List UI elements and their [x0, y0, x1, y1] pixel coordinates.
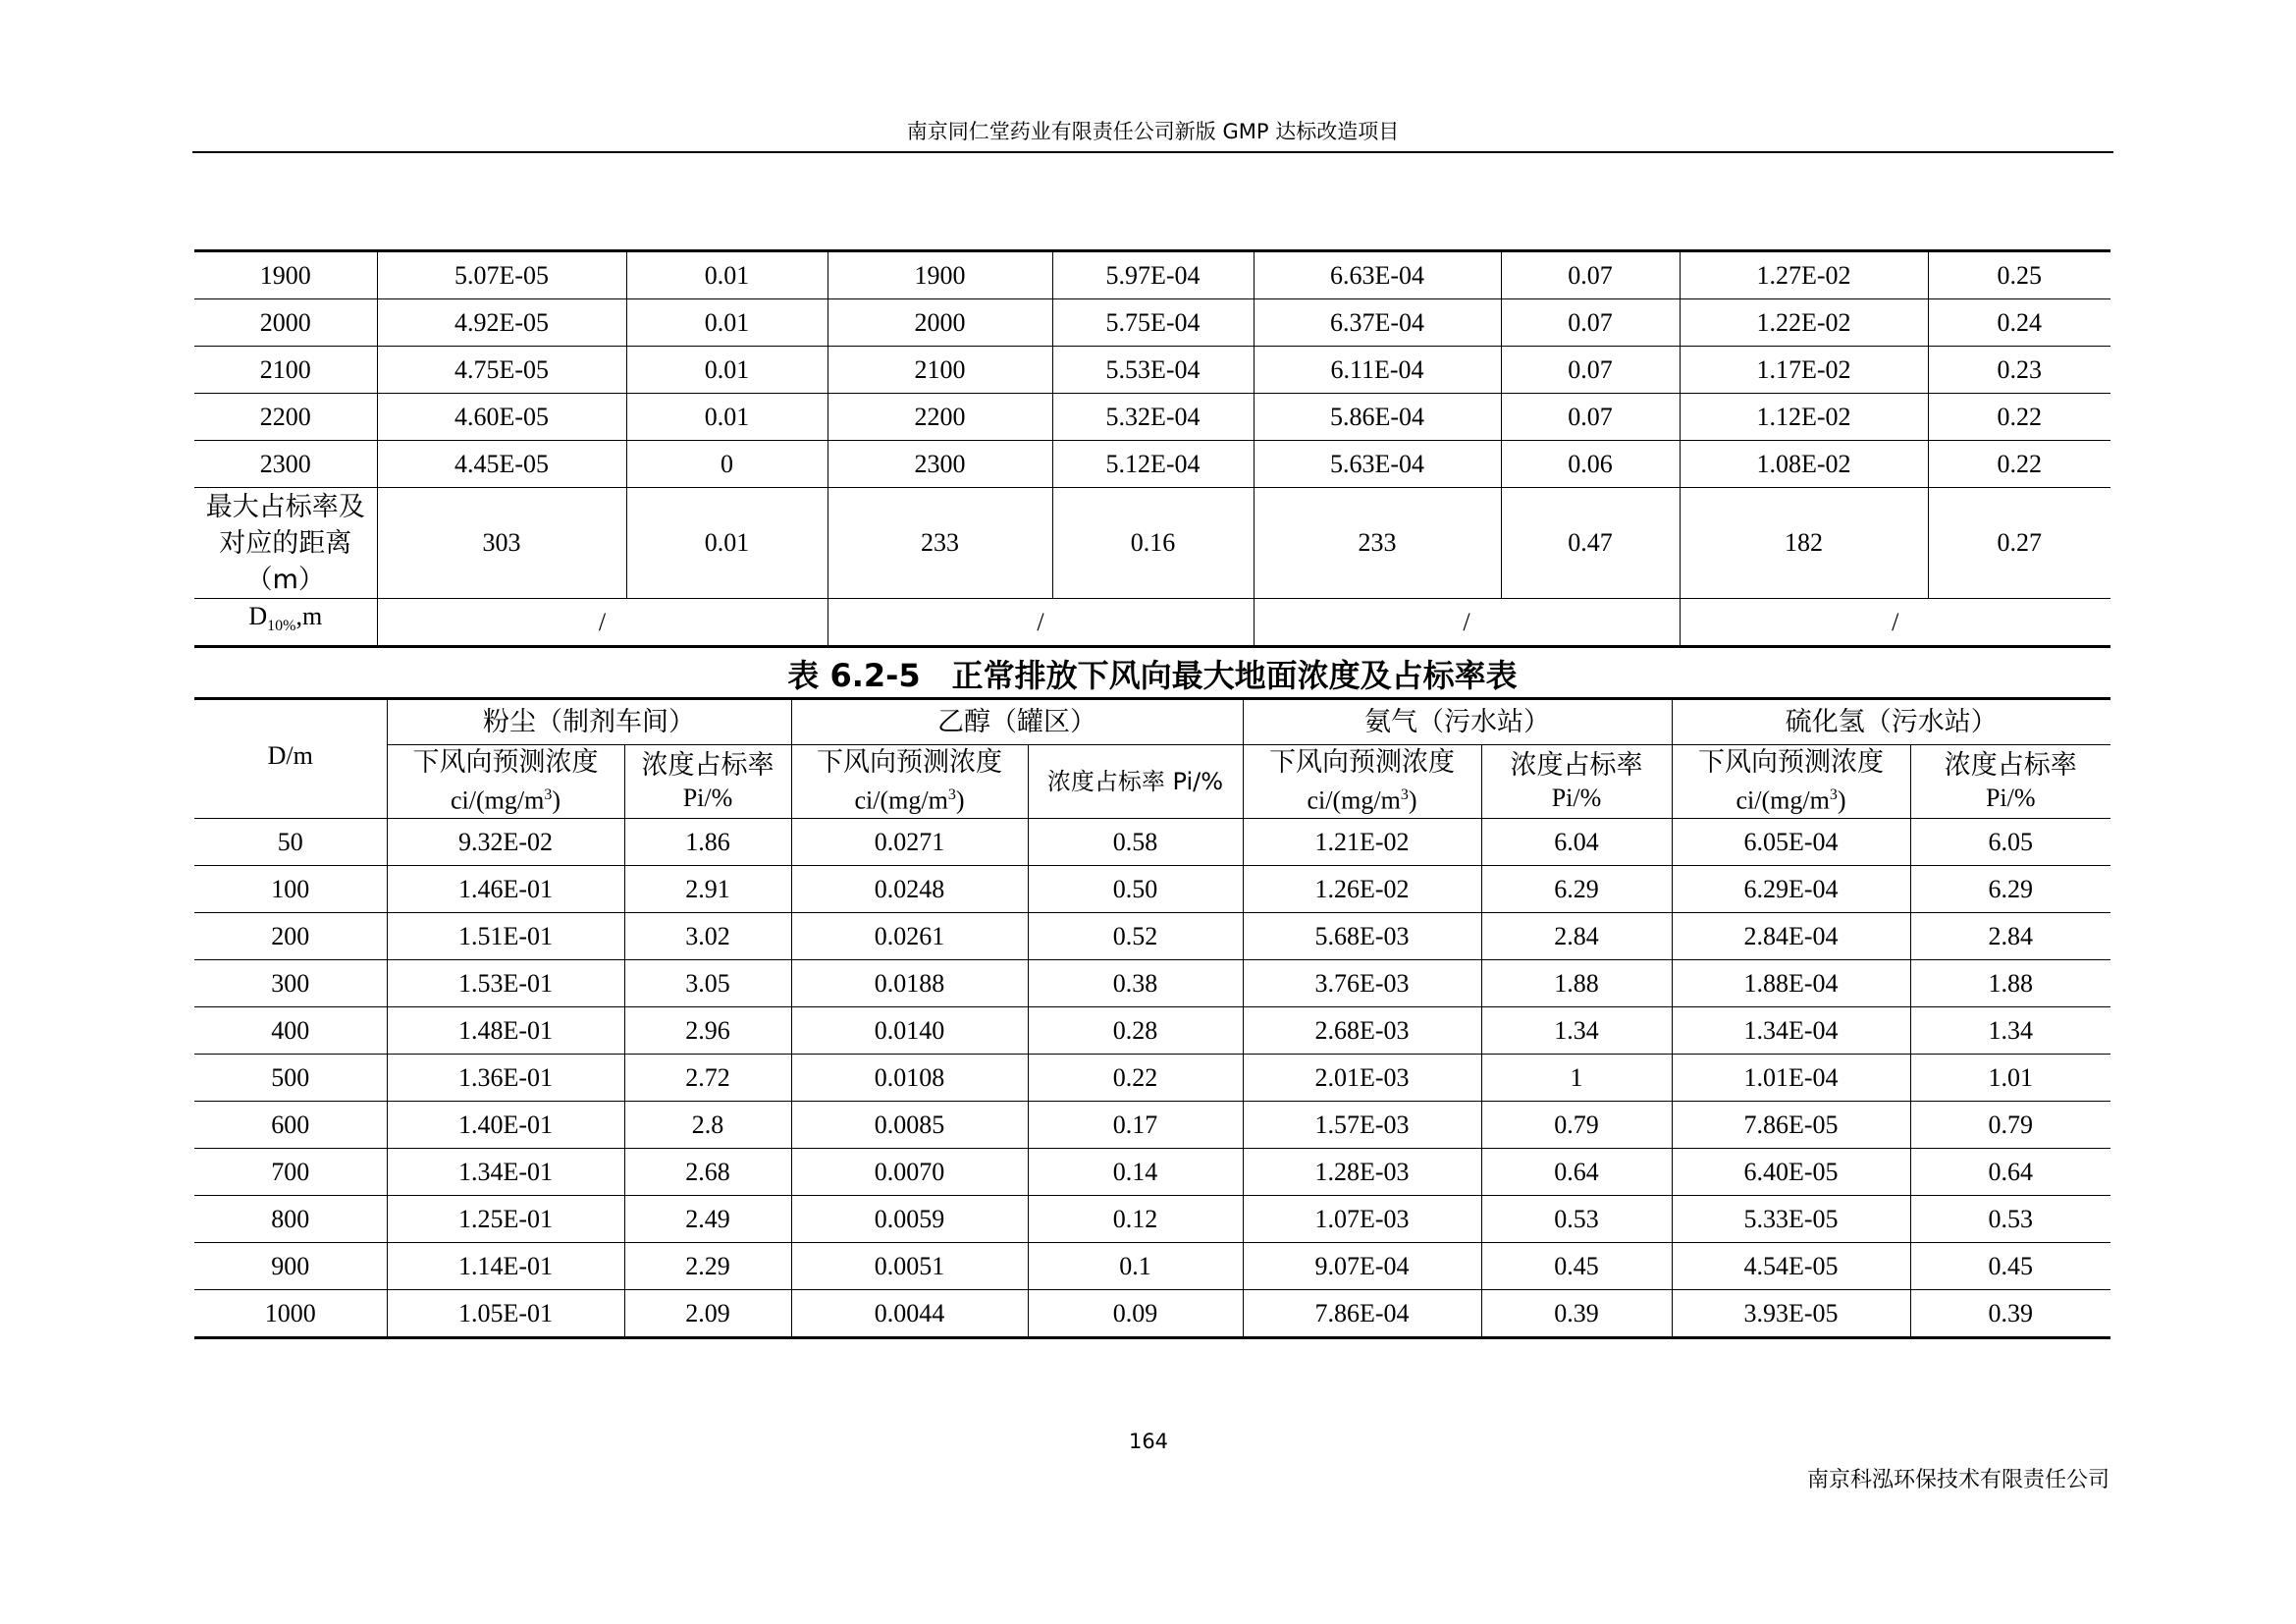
table-cell: 3.93E-05 [1672, 1290, 1910, 1338]
table-cell: 2.01E-03 [1243, 1055, 1481, 1102]
table-cell: 0.79 [1481, 1102, 1672, 1149]
table-cell: 0.0108 [791, 1055, 1028, 1102]
table-cell: 2.96 [624, 1007, 791, 1055]
header-row-sub [194, 745, 2110, 819]
conc-header: 下风向预测浓度 $ci/(mg/m^3)$ [791, 745, 1028, 819]
table-cell: 0.64 [1910, 1149, 2110, 1196]
table-cell: 0.53 [1481, 1196, 1672, 1243]
table-cell: 3.76E-03 [1243, 960, 1481, 1007]
table-cell: 1.51E-01 [387, 913, 624, 960]
table-cell: 1.34E-01 [387, 1149, 624, 1196]
page-header: 南京同仁堂药业有限责任公司新版 GMP 达标改造项目 [192, 112, 2113, 153]
table-cell: 0.09 [1028, 1290, 1243, 1338]
conc-header: 下风向预测浓度 $ci/(mg/m^3)$ [387, 745, 624, 819]
group-ammonia: 氨气（污水站） [1243, 699, 1672, 745]
table-row [194, 1007, 2110, 1055]
footer-company: 南京科泓环保技术有限责任公司 [1806, 1468, 2109, 1492]
table-cell: 1.05E-01 [387, 1290, 624, 1338]
table-cell: 2.68 [624, 1149, 791, 1196]
group-dust: 粉尘（制剂车间） [387, 699, 791, 745]
table-row [194, 1243, 2110, 1290]
table-cell: 6.05 [1910, 819, 2110, 866]
table-cell: 1.53E-01 [387, 960, 624, 1007]
table-cell: 200 [194, 913, 387, 960]
table-cell: 1.48E-01 [387, 1007, 624, 1055]
table-cell: 1.07E-03 [1243, 1196, 1481, 1243]
table-cell: 0.45 [1481, 1243, 1672, 1290]
table-cell: 1.46E-01 [387, 866, 624, 913]
table-cell: 1.88 [1910, 960, 2110, 1007]
table-title: 表 6.2-5 正常排放下风向最大地面浓度及占标率表 [787, 657, 1518, 694]
table-cell: 0.0070 [791, 1149, 1028, 1196]
pi-header: 浓度占标率 Pi/% [624, 745, 791, 819]
table-cell: 1 [1481, 1055, 1672, 1102]
table-cell: 1.34E-04 [1672, 1007, 1910, 1055]
table-cell: 1.21E-02 [1243, 819, 1481, 866]
table-cell: 0.64 [1481, 1149, 1672, 1196]
table-cell: 6.40E-05 [1672, 1149, 1910, 1196]
table-cell: 2.72 [624, 1055, 791, 1102]
table-cell: 7.86E-05 [1672, 1102, 1910, 1149]
table-cell: 50 [194, 819, 387, 866]
table-cell: 0.0248 [791, 866, 1028, 913]
table-row: 2100 4.75E-05 0.01 2100 5.53E-04 6.11E-04 0.07 1.17E-02 0.23 [194, 347, 2110, 394]
table-cell: 2.91 [624, 866, 791, 913]
table-cell: 400 [194, 1007, 387, 1055]
table-row [194, 960, 2110, 1007]
conc-header: 下风向预测浓度 $ci/(mg/m^3)$ [1243, 745, 1481, 819]
table-cell: 2.84 [1910, 913, 2110, 960]
table-cell: 100 [194, 866, 387, 913]
table-cell: 6.29 [1910, 866, 2110, 913]
table-cell: 7.86E-04 [1243, 1290, 1481, 1338]
table-cell: 5.68E-03 [1243, 913, 1481, 960]
table-row [194, 913, 2110, 960]
table-cell: 0.52 [1028, 913, 1243, 960]
table-cell: 0.38 [1028, 960, 1243, 1007]
group-ethanol: 乙醇（罐区） [791, 699, 1243, 745]
table-cell: 0.28 [1028, 1007, 1243, 1055]
table-cell: 0.0051 [791, 1243, 1028, 1290]
page-number: 164 [1128, 1430, 1169, 1453]
table-cell: 0.0085 [791, 1102, 1028, 1149]
conc-header: 下风向预测浓度 $ci/(mg/m^3)$ [1672, 745, 1910, 819]
table-cell: 2.84E-04 [1672, 913, 1910, 960]
table-cell: 1.88E-04 [1672, 960, 1910, 1007]
table-cell: 1.26E-02 [1243, 866, 1481, 913]
table-cell: 0.79 [1910, 1102, 2110, 1149]
table-row: 2300 4.45E-05 0 2300 5.12E-04 5.63E-04 0.06 1.08E-02 0.22 [194, 441, 2110, 488]
table-row [194, 819, 2110, 866]
table-cell: 1.86 [624, 819, 791, 866]
table-cell: 0.39 [1910, 1290, 2110, 1338]
pi-header: 浓度占标率 Pi/% [1910, 745, 2110, 819]
table-cell: 9.32E-02 [387, 819, 624, 866]
table-cell: 1.34 [1481, 1007, 1672, 1055]
table-cell: 500 [194, 1055, 387, 1102]
table-cell: 3.05 [624, 960, 791, 1007]
table-cell: 2.84 [1481, 913, 1672, 960]
table-row: 1900 5.07E-05 0.01 1900 5.97E-04 6.63E-04 0.07 1.27E-02 0.25 [194, 251, 2110, 299]
table-cell: 0.0140 [791, 1007, 1028, 1055]
table-cell: 0.22 [1028, 1055, 1243, 1102]
table-cell: 0.50 [1028, 866, 1243, 913]
table-body [194, 819, 2110, 1338]
table-cell: 0.0044 [791, 1290, 1028, 1338]
table-cell: 1.14E-01 [387, 1243, 624, 1290]
d10-label: $D_{10\%},m$ [194, 599, 377, 647]
table-cell: 1000 [194, 1290, 387, 1338]
table-cell: 700 [194, 1149, 387, 1196]
pi-header-single: 浓度占标率 Pi/% [1028, 745, 1243, 819]
group-h2s: 硫化氢（污水站） [1672, 699, 2110, 745]
table-cell: 0.58 [1028, 819, 1243, 866]
table-cell: 1.40E-01 [387, 1102, 624, 1149]
table-row: 2000 4.92E-05 0.01 2000 5.75E-04 6.37E-04 0.07 1.22E-02 0.24 [194, 299, 2110, 347]
table-cell: 0.0188 [791, 960, 1028, 1007]
table-cell: 0.39 [1481, 1290, 1672, 1338]
table-cell: 6.29E-04 [1672, 866, 1910, 913]
table-cell: 0.17 [1028, 1102, 1243, 1149]
table-cell: 2.09 [624, 1290, 791, 1338]
table-cell: 1.34 [1910, 1007, 2110, 1055]
table-cell: 1.88 [1481, 960, 1672, 1007]
table-cell: 3.02 [624, 913, 791, 960]
table-cell: 1.57E-03 [1243, 1102, 1481, 1149]
table-cell: 6.04 [1481, 819, 1672, 866]
table-cell: 6.29 [1481, 866, 1672, 913]
header-row-groups [194, 699, 2110, 745]
table-row [194, 1196, 2110, 1243]
continued-results-table [194, 249, 2110, 648]
table-cell: 2.29 [624, 1243, 791, 1290]
table-cell: 1.01E-04 [1672, 1055, 1910, 1102]
d10-row: $D_{10\%},m$ / / / / [194, 599, 2110, 647]
table-row [194, 1290, 2110, 1338]
table-cell: 0.0271 [791, 819, 1028, 866]
table-cell: 0.0059 [791, 1196, 1028, 1243]
table-cell: 600 [194, 1102, 387, 1149]
table-cell: 0.14 [1028, 1149, 1243, 1196]
max-ratio-row: 最大占标率及对应的距离（m） 303 0.01 233 0.16 233 0.47 182 0.27 [194, 488, 2110, 599]
table-cell: 4.54E-05 [1672, 1243, 1910, 1290]
table-cell: 2.68E-03 [1243, 1007, 1481, 1055]
table-cell: 1.01 [1910, 1055, 2110, 1102]
table-cell: 800 [194, 1196, 387, 1243]
table-cell: 0.0261 [791, 913, 1028, 960]
table-row [194, 866, 2110, 913]
table-cell: 2.49 [624, 1196, 791, 1243]
table-cell: 0.1 [1028, 1243, 1243, 1290]
table-row [194, 1102, 2110, 1149]
table-cell: 1.25E-01 [387, 1196, 624, 1243]
table-cell: 300 [194, 960, 387, 1007]
table-cell: 1.36E-01 [387, 1055, 624, 1102]
table-cell: 6.05E-04 [1672, 819, 1910, 866]
pi-header: 浓度占标率 Pi/% [1481, 745, 1672, 819]
table-cell: 9.07E-04 [1243, 1243, 1481, 1290]
table-row: 2200 4.60E-05 0.01 2200 5.32E-04 5.86E-04 0.07 1.12E-02 0.22 [194, 394, 2110, 441]
table-cell: 900 [194, 1243, 387, 1290]
distance-header: D/m [194, 699, 387, 819]
concentration-table [194, 697, 2110, 1339]
table-row [194, 1149, 2110, 1196]
table-cell: 1.28E-03 [1243, 1149, 1481, 1196]
table-cell: 5.33E-05 [1672, 1196, 1910, 1243]
max-ratio-label: 最大占标率及对应的距离（m） [194, 488, 377, 599]
table-cell: 0.12 [1028, 1196, 1243, 1243]
table-cell: 2.8 [624, 1102, 791, 1149]
table-row [194, 1055, 2110, 1102]
table-cell: 0.45 [1910, 1243, 2110, 1290]
table-cell: 0.53 [1910, 1196, 2110, 1243]
